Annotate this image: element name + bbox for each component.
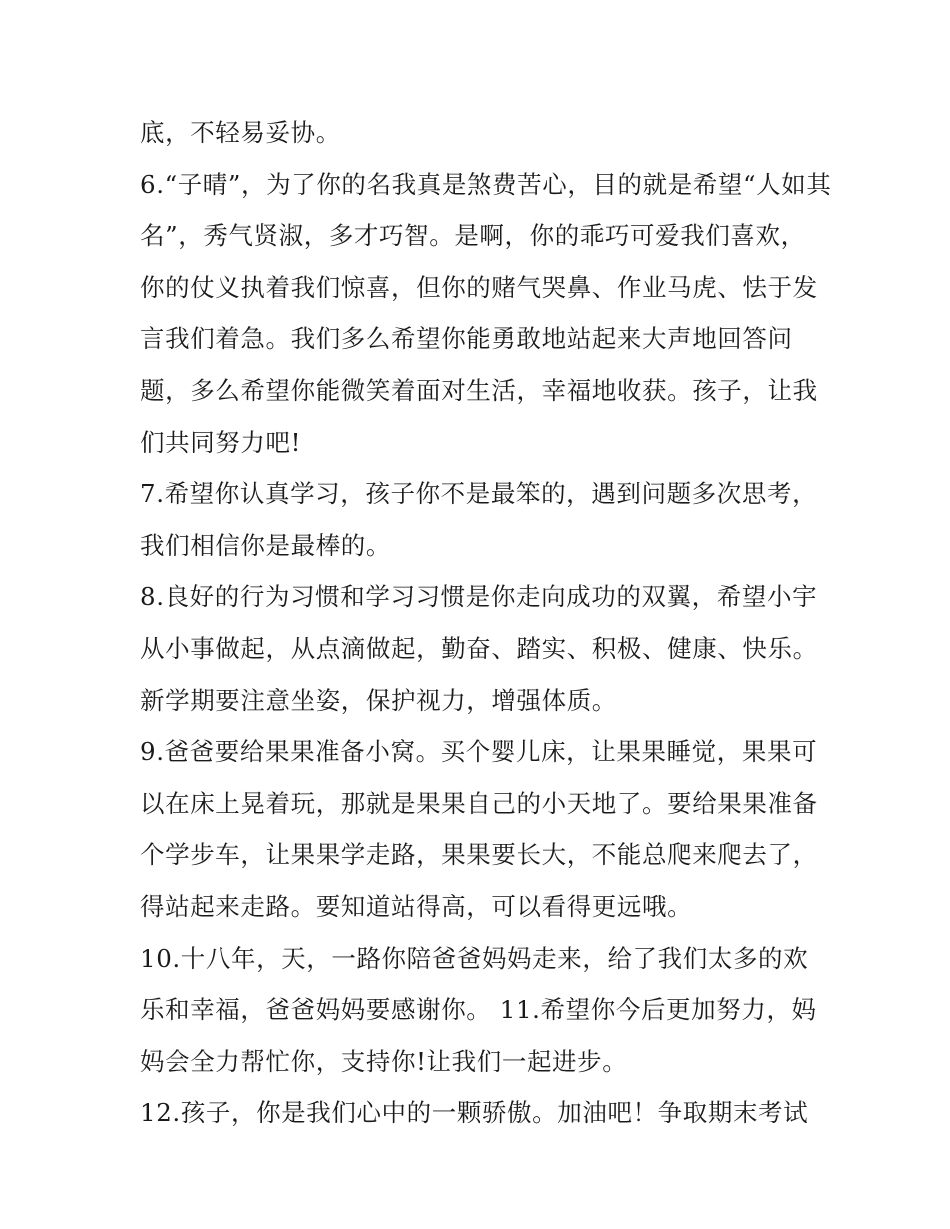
text-line: 6.“子晴”，为了你的名我真是煞费苦心，目的就是希望“人如其 <box>140 169 832 199</box>
text-line: 我们相信你是最棒的。 <box>140 530 391 560</box>
text-line: 9.爸爸要给果果准备小窝。买个婴儿床，让果果睡觉，果果可 <box>140 737 818 767</box>
text-line: 题，多么希望你能微笑着面对生活，幸福地收获。孩子，让我 <box>140 375 818 405</box>
text-line: 个学步车，让果果学走路，果果要长大，不能总爬来爬去了， <box>140 840 818 870</box>
text-line: 言我们着急。我们多么希望你能勇敢地站起来大声地回答问 <box>140 324 793 354</box>
text-line: 12.孩子，你是我们心中的一颗骄傲。加油吧！争取期末考试 <box>140 1098 809 1128</box>
text-column <box>140 107 832 1139</box>
text-line: 以在床上晃着玩，那就是果果自己的小天地了。要给果果准备 <box>140 788 818 818</box>
text-line: 10.十八年，天，一路你陪爸爸妈妈走来，给了我们太多的欢 <box>140 943 809 973</box>
text-line: 名”，秀气贤淑，多才巧智。是啊，你的乖巧可爱我们喜欢， <box>140 221 806 251</box>
text-line: 得站起来走路。要知道站得高，可以看得更远哦。 <box>140 891 693 921</box>
text-line: 妈会全力帮忙你，支持你!让我们一起进步。 <box>140 1046 628 1076</box>
text-line: 你的仗义执着我们惊喜，但你的赌气哭鼻、作业马虎、怯于发 <box>140 272 818 302</box>
text-line: 底，不轻易妥协。 <box>140 118 341 147</box>
text-line: 8.良好的行为习惯和学习习惯是你走向成功的双翼，希望小宇 <box>140 582 818 612</box>
text-line: 们共同努力吧! <box>140 427 302 457</box>
text-line: 从小事做起，从点滴做起，勤奋、踏实、积极、健康、快乐。 <box>140 633 818 663</box>
text-line: 新学期要注意坐姿，保护视力，增强体质。 <box>140 685 617 715</box>
text-line: 乐和幸福，爸爸妈妈要感谢你。 11.希望你今后更加努力，妈 <box>140 995 817 1025</box>
text-line: 7.希望你认真学习，孩子你不是最笨的，遇到问题多次思考， <box>140 479 818 509</box>
